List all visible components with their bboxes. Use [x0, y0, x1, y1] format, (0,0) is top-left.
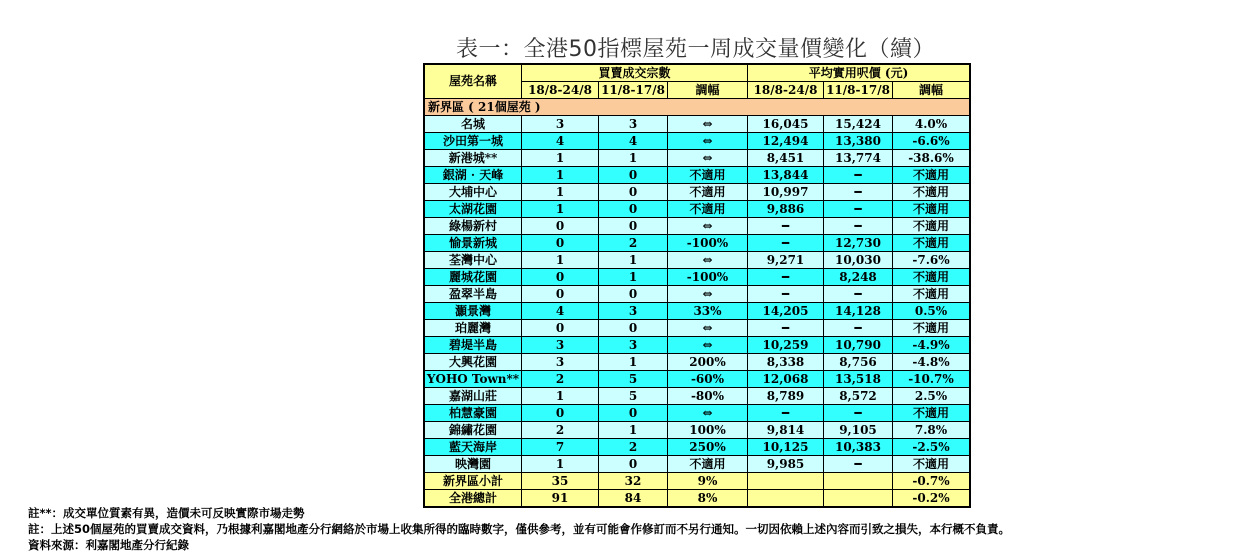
value-cell: 不適用	[893, 235, 971, 252]
value-cell: 0	[522, 320, 599, 337]
value-cell: 不適用	[893, 201, 971, 218]
value-cell: 1	[522, 201, 599, 218]
value-cell	[748, 473, 824, 490]
value-cell: ━	[824, 320, 893, 337]
estate-name-cell: 綠楊新村	[424, 218, 522, 235]
header-estate-name: 屋苑名稱	[424, 64, 522, 99]
value-cell: ━	[824, 286, 893, 303]
value-cell: -100%	[668, 235, 748, 252]
value-cell: ⇔	[668, 405, 748, 422]
table-row	[424, 269, 970, 286]
value-cell: 9,886	[748, 201, 824, 218]
value-cell: 8%	[668, 490, 748, 508]
table-row	[424, 456, 970, 473]
estate-name-cell: 盈翠半島	[424, 286, 522, 303]
value-cell: 5	[599, 371, 668, 388]
value-cell: ━	[824, 184, 893, 201]
value-cell: ━	[748, 320, 824, 337]
value-cell: 12,494	[748, 133, 824, 150]
value-cell: 1	[522, 184, 599, 201]
value-cell: 13,518	[824, 371, 893, 388]
value-cell: 16,045	[748, 116, 824, 133]
value-cell: 7.8%	[893, 422, 971, 439]
value-cell: 1	[522, 456, 599, 473]
value-cell: 4	[522, 303, 599, 320]
value-cell: 0	[522, 405, 599, 422]
table-row	[424, 201, 970, 218]
value-cell: 3	[522, 354, 599, 371]
value-cell: 0	[522, 286, 599, 303]
value-cell: 8,338	[748, 354, 824, 371]
value-cell: 不適用	[893, 269, 971, 286]
estate-name-cell: 柏慧豪園	[424, 405, 522, 422]
value-cell: 7	[522, 439, 599, 456]
value-cell: 0	[522, 218, 599, 235]
value-cell: 4	[599, 133, 668, 150]
footnote: 資料來源：利嘉閣地產分行紀錄	[28, 538, 189, 552]
table-row	[424, 388, 970, 405]
value-cell: 9%	[668, 473, 748, 490]
value-cell: ⇔	[668, 116, 748, 133]
value-cell: 1	[599, 150, 668, 167]
value-cell: 33%	[668, 303, 748, 320]
estate-name-cell: YOHO Town**	[424, 371, 522, 388]
value-cell: ⇔	[668, 133, 748, 150]
value-cell: 13,380	[824, 133, 893, 150]
value-cell: 15,424	[824, 116, 893, 133]
value-cell: 4	[522, 133, 599, 150]
value-cell: -4.9%	[893, 337, 971, 354]
value-cell: 3	[522, 337, 599, 354]
value-cell: 10,259	[748, 337, 824, 354]
value-cell: 1	[599, 252, 668, 269]
value-cell: 0	[522, 235, 599, 252]
value-cell: -7.6%	[893, 252, 971, 269]
table-row	[424, 405, 970, 422]
value-cell: 0	[599, 286, 668, 303]
value-cell: 不適用	[893, 184, 971, 201]
value-cell: ⇔	[668, 337, 748, 354]
value-cell: 84	[599, 490, 668, 508]
value-cell: 1	[522, 388, 599, 405]
value-cell: 不適用	[893, 320, 971, 337]
value-cell: 10,030	[824, 252, 893, 269]
value-cell: ━	[748, 269, 824, 286]
estate-name-cell: 大埔中心	[424, 184, 522, 201]
estate-name-cell: 藍天海岸	[424, 439, 522, 456]
value-cell: ⇔	[668, 218, 748, 235]
value-cell: -60%	[668, 371, 748, 388]
value-cell: 200%	[668, 354, 748, 371]
value-cell: 不適用	[893, 286, 971, 303]
value-cell: 0	[599, 405, 668, 422]
table-row	[424, 235, 970, 252]
value-cell: 0	[599, 218, 668, 235]
value-cell: ⇔	[668, 252, 748, 269]
value-cell: -6.6%	[893, 133, 971, 150]
value-cell: 10,790	[824, 337, 893, 354]
header-sub: 11/8-17/8	[824, 82, 893, 99]
value-cell: 0	[599, 201, 668, 218]
table-row	[424, 422, 970, 439]
value-cell: 35	[522, 473, 599, 490]
estate-name-cell: 太湖花園	[424, 201, 522, 218]
value-cell: 1	[522, 252, 599, 269]
table-row	[424, 133, 970, 150]
total-row	[424, 473, 970, 490]
value-cell: 不適用	[668, 167, 748, 184]
value-cell: ━	[824, 456, 893, 473]
value-cell: ━	[748, 218, 824, 235]
value-cell: ━	[824, 167, 893, 184]
value-cell: 9,271	[748, 252, 824, 269]
value-cell: 不適用	[668, 456, 748, 473]
footnote: 註：上述50個屋苑的買賣成交資料，乃根據利嘉閣地產分行網絡於市場上收集所得的臨時數字，僅供參考，並有可能會作修訂而不另行通知。一切因依賴上述內容而引致之損失，本行概不負責。	[28, 522, 1010, 536]
value-cell: 91	[522, 490, 599, 508]
table-row	[424, 286, 970, 303]
estate-name-cell: 映灣園	[424, 456, 522, 473]
section-label: 新界區 ( 21個屋苑 )	[424, 99, 970, 116]
value-cell: ⇔	[668, 150, 748, 167]
value-cell: 不適用	[893, 218, 971, 235]
value-cell: 不適用	[668, 201, 748, 218]
value-cell: 0.5%	[893, 303, 971, 320]
value-cell: 14,205	[748, 303, 824, 320]
value-cell: -10.7%	[893, 371, 971, 388]
value-cell: 9,985	[748, 456, 824, 473]
footnotes	[28, 505, 1010, 553]
value-cell: 12,068	[748, 371, 824, 388]
value-cell: 8,248	[824, 269, 893, 286]
table-row	[424, 252, 970, 269]
value-cell: 10,125	[748, 439, 824, 456]
estate-transactions-table	[423, 63, 971, 508]
table-title: 表一：全港50指標屋苑一周成交量價變化（續）	[456, 37, 935, 62]
table-row	[424, 116, 970, 133]
value-cell: 5	[599, 388, 668, 405]
value-cell: -0.2%	[893, 490, 971, 508]
estate-name-cell: 銀湖 · 天峰	[424, 167, 522, 184]
value-cell: 13,844	[748, 167, 824, 184]
table-row	[424, 167, 970, 184]
table-row	[424, 184, 970, 201]
value-cell: 3	[599, 337, 668, 354]
value-cell: 10,383	[824, 439, 893, 456]
value-cell: 8,451	[748, 150, 824, 167]
value-cell: 1	[522, 167, 599, 184]
value-cell: ━	[748, 235, 824, 252]
value-cell: 8,572	[824, 388, 893, 405]
value-cell	[824, 473, 893, 490]
value-cell: ━	[824, 218, 893, 235]
estate-name-cell: 碧堤半島	[424, 337, 522, 354]
header-sub: 調幅	[893, 82, 971, 99]
value-cell: 10,997	[748, 184, 824, 201]
estate-name-cell: 全港總計	[424, 490, 522, 508]
estate-name-cell: 新界區小計	[424, 473, 522, 490]
table-row	[424, 218, 970, 235]
table-row	[424, 354, 970, 371]
value-cell: 2	[599, 439, 668, 456]
value-cell: 不適用	[893, 456, 971, 473]
header-sub: 18/8-24/8	[748, 82, 824, 99]
value-cell: 14,128	[824, 303, 893, 320]
header-sub: 調幅	[668, 82, 748, 99]
value-cell: 13,774	[824, 150, 893, 167]
table-row	[424, 371, 970, 388]
value-cell: 100%	[668, 422, 748, 439]
value-cell: 32	[599, 473, 668, 490]
value-cell: 2.5%	[893, 388, 971, 405]
value-cell: 0	[599, 320, 668, 337]
value-cell: -100%	[668, 269, 748, 286]
value-cell: 1	[522, 150, 599, 167]
estate-name-cell: 荃灣中心	[424, 252, 522, 269]
value-cell: 3	[599, 116, 668, 133]
value-cell: 不適用	[893, 167, 971, 184]
value-cell: 不適用	[668, 184, 748, 201]
value-cell: 1	[599, 269, 668, 286]
header-transactions: 買賣成交宗數	[522, 64, 748, 82]
estate-name-cell: 新港城**	[424, 150, 522, 167]
value-cell: 9,105	[824, 422, 893, 439]
estate-name-cell: 嘉湖山莊	[424, 388, 522, 405]
table-row	[424, 303, 970, 320]
estate-name-cell: 錦繡花園	[424, 422, 522, 439]
table-row	[424, 439, 970, 456]
value-cell: ━	[748, 405, 824, 422]
value-cell: -4.8%	[893, 354, 971, 371]
value-cell: 3	[599, 303, 668, 320]
value-cell: 1	[599, 422, 668, 439]
header-sub: 18/8-24/8	[522, 82, 599, 99]
value-cell: ━	[824, 201, 893, 218]
value-cell: -38.6%	[893, 150, 971, 167]
value-cell: 0	[522, 269, 599, 286]
value-cell: ⇔	[668, 320, 748, 337]
estate-name-cell: 灝景灣	[424, 303, 522, 320]
estate-name-cell: 珀麗灣	[424, 320, 522, 337]
value-cell: 2	[522, 422, 599, 439]
estate-name-cell: 沙田第一城	[424, 133, 522, 150]
estate-name-cell: 大興花園	[424, 354, 522, 371]
value-cell: 1	[599, 354, 668, 371]
value-cell: 3	[522, 116, 599, 133]
header-avg-price: 平均實用呎價 (元)	[748, 64, 971, 82]
value-cell: ⇔	[668, 286, 748, 303]
value-cell: 0	[599, 184, 668, 201]
estate-name-cell: 愉景新城	[424, 235, 522, 252]
value-cell: 9,814	[748, 422, 824, 439]
value-cell: 0	[599, 167, 668, 184]
estate-name-cell: 麗城花園	[424, 269, 522, 286]
value-cell: 4.0%	[893, 116, 971, 133]
value-cell: ━	[748, 286, 824, 303]
value-cell: 12,730	[824, 235, 893, 252]
footnote: 註**：成交單位質素有異，造價未可反映實際市場走勢	[28, 506, 305, 520]
header-sub: 11/8-17/8	[599, 82, 668, 99]
value-cell: -80%	[668, 388, 748, 405]
table-row	[424, 150, 970, 167]
value-cell: -2.5%	[893, 439, 971, 456]
estate-name-cell: 名城	[424, 116, 522, 133]
value-cell: 不適用	[893, 405, 971, 422]
value-cell: 2	[599, 235, 668, 252]
table-row	[424, 337, 970, 354]
value-cell: 2	[522, 371, 599, 388]
value-cell: ━	[824, 405, 893, 422]
table-row	[424, 320, 970, 337]
value-cell: 8,756	[824, 354, 893, 371]
value-cell: 8,789	[748, 388, 824, 405]
value-cell: -0.7%	[893, 473, 971, 490]
value-cell: 250%	[668, 439, 748, 456]
value-cell: 0	[599, 456, 668, 473]
